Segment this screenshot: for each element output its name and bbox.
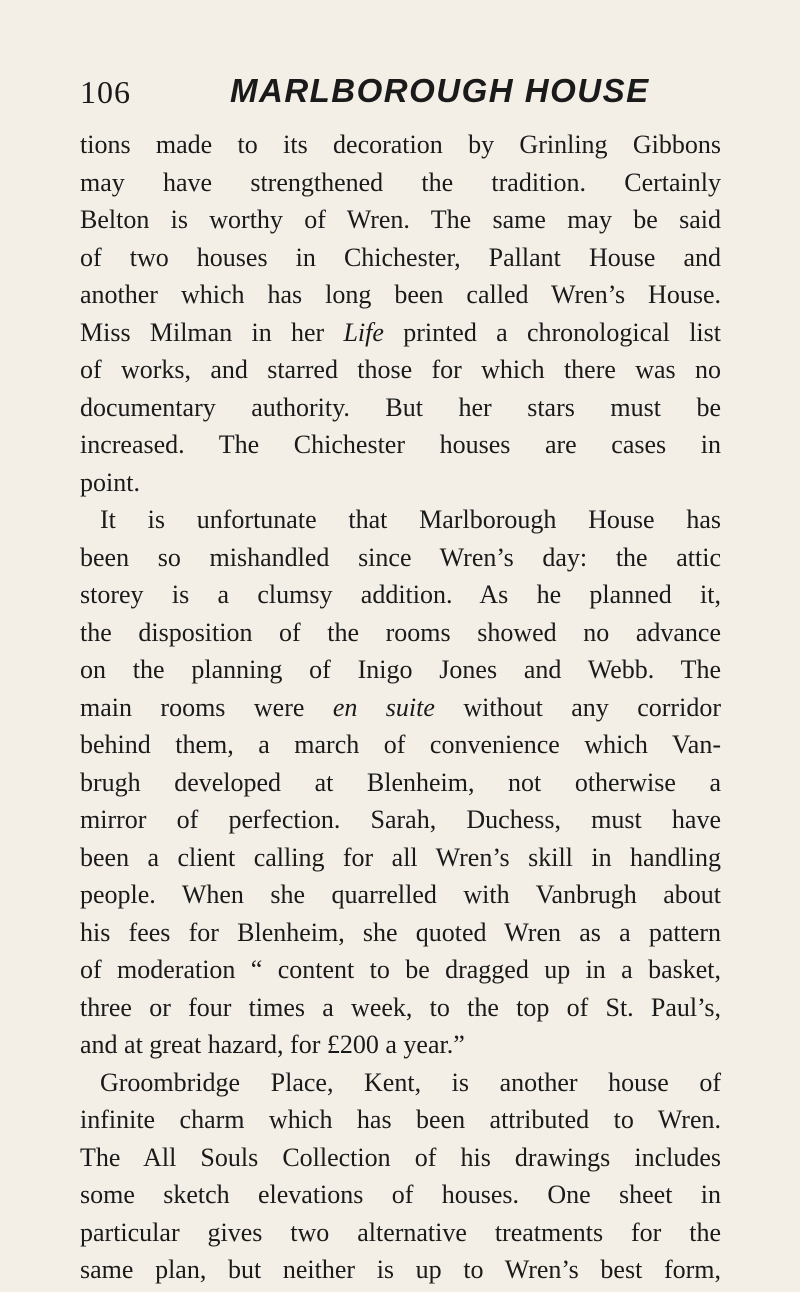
text-line: another which has long been called Wren’s House. <box>80 280 721 309</box>
text-run: Miss Milman in her <box>80 317 344 347</box>
text-line: of works, and starred those for which there was no <box>80 355 721 384</box>
text-line: three or four times a week, to the top of St. Paul’s, <box>80 992 721 1022</box>
text-line: storey is a clumsy addition. As he planned it, <box>80 580 721 609</box>
text-line: some sketch elevations of houses. One sheet in <box>80 1180 721 1209</box>
italic-phrase: en suite <box>332 692 435 722</box>
running-head: MARLBOROUGH HOUSE <box>230 72 650 109</box>
text-line: It is unfortunate that Marlborough House has <box>100 505 721 534</box>
text-line: Belton is worthy of Wren. The same may be said <box>80 205 721 234</box>
text-line: The All Souls Collection of his drawings includes <box>80 1142 721 1172</box>
text-line: his fees for Blenheim, she quoted Wren as a pattern <box>80 917 721 947</box>
text-line: documentary authority. But her stars must be <box>80 392 721 422</box>
text-line: and at great hazard, for £200 a year.” <box>80 1030 465 1059</box>
text-line: of moderation “ content to be dragged up in a basket, <box>80 955 721 984</box>
text-line: tions made to its decoration by Grinling Gibbons <box>80 130 721 159</box>
text-line: particular gives two alternative treatments for the <box>80 1217 721 1247</box>
text-line: may have strengthened the tradition. Certainly <box>80 167 721 197</box>
text-line: been so mishandled since Wren’s day: the attic <box>80 542 721 572</box>
text-line: behind them, a march of convenience which Van- <box>80 730 721 759</box>
text-line: brugh developed at Blenheim, not otherwise a <box>80 767 721 797</box>
text-run: main rooms were <box>80 692 333 722</box>
text-line: people. When she quarrelled with Vanbrugh about <box>80 880 721 909</box>
text-line: the disposition of the rooms showed no advance <box>80 617 721 647</box>
text-line: mirror of perfection. Sarah, Duchess, must have <box>80 805 721 834</box>
italic-book-title: Life <box>343 317 384 347</box>
text-line: infinite charm which has been attributed to Wren. <box>80 1105 721 1134</box>
text-line: point. <box>80 467 140 497</box>
page-header <box>80 72 720 116</box>
text-line: been a client calling for all Wren’s skill in handling <box>80 842 721 872</box>
text-run: printed a chronological list <box>383 317 721 347</box>
text-line <box>80 314 721 352</box>
text-line: of two houses in Chichester, Pallant House and <box>80 242 721 272</box>
page-number: 106 <box>80 74 131 110</box>
text-line: same plan, but neither is up to Wren’s best form, <box>80 1255 721 1284</box>
text-run: without any corridor <box>434 692 721 722</box>
text-line: increased. The Chichester houses are cases in <box>80 430 721 459</box>
text-line: on the planning of Inigo Jones and Webb. The <box>80 655 721 684</box>
body-text <box>80 126 721 1289</box>
text-line: Groombridge Place, Kent, is another house of <box>100 1067 721 1097</box>
text-line <box>80 689 721 727</box>
